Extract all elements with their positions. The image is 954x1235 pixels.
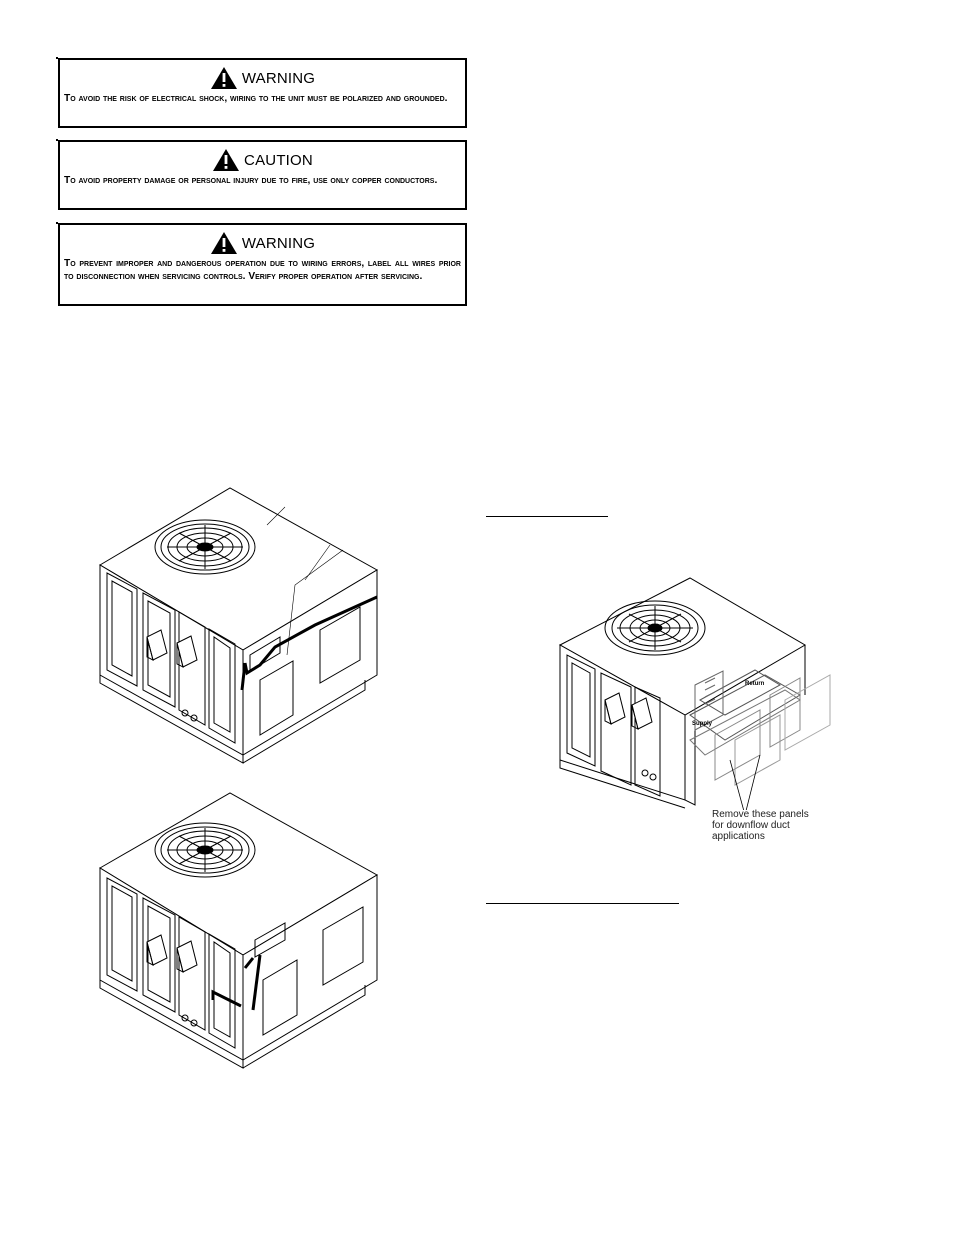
caption-line: applications: [712, 831, 765, 842]
section-heading-rule: [486, 903, 679, 904]
warning-notice-electrical: [58, 58, 467, 128]
supply-label: Supply: [692, 721, 713, 727]
warning-triangle-icon: [210, 66, 238, 90]
unit-side-wiring-figure: [95, 485, 385, 770]
notice-text: To avoid property damage or personal injury due to fire, use only copper conductors.: [64, 175, 438, 186]
notice-title-text: WARNING: [241, 234, 316, 252]
warning-triangle-icon: [212, 148, 240, 172]
notice-title: [60, 148, 465, 172]
warning-notice-wiring: [58, 223, 467, 306]
return-label: Return: [745, 681, 765, 687]
notice-text: To avoid the risk of electrical shock, wiring to the unit must be polarized and grounded.: [64, 93, 448, 104]
caption-line: for downflow duct: [712, 820, 790, 831]
notice-title-text: CAUTION: [244, 151, 313, 169]
section-heading-rule: [486, 516, 608, 517]
unit-bottom-wiring-figure: [95, 790, 385, 1075]
downflow-caption: [712, 809, 809, 842]
notice-text: To prevent improper and dangerous operation due to wiring errors, label all wires prior to disconnection when servicing controls. Verify proper operation after servicing.: [64, 258, 461, 282]
notice-title-text: WARNING: [241, 69, 316, 87]
notice-title: [60, 66, 465, 90]
downflow-duct-figure: [555, 575, 840, 810]
notice-title: [60, 231, 465, 255]
caption-line: Remove these panels: [712, 809, 809, 820]
warning-triangle-icon: [210, 231, 238, 255]
caution-notice-conductors: [58, 140, 467, 210]
